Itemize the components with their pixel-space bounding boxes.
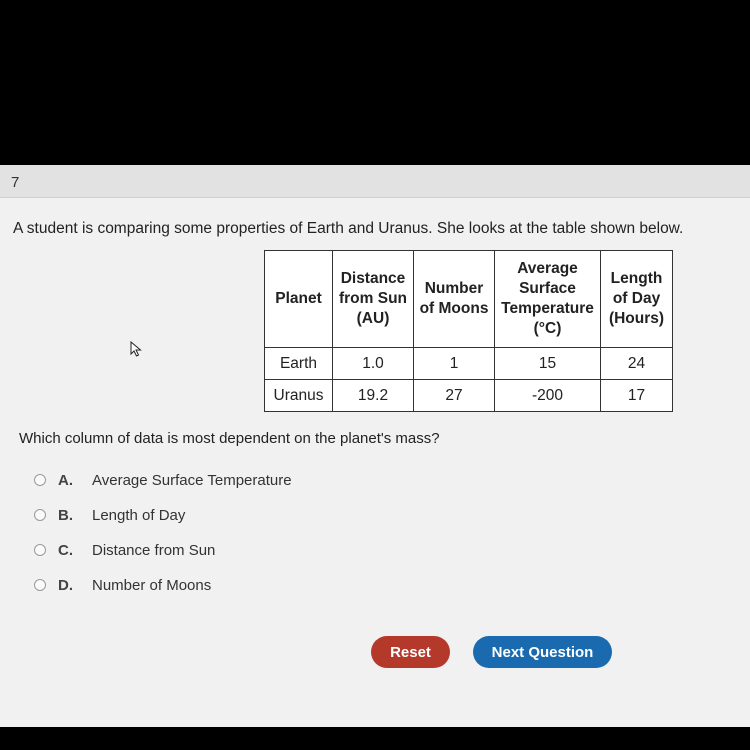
header-moons: Number of Moons bbox=[414, 251, 495, 348]
table-cell: Earth bbox=[265, 348, 333, 380]
header-distance: Distance from Sun (AU) bbox=[333, 251, 414, 348]
header-planet: Planet bbox=[265, 251, 333, 348]
radio-button-d[interactable] bbox=[34, 579, 46, 591]
table-cell: 17 bbox=[601, 380, 673, 412]
sub-question: Which column of data is most dependent on the planet's mass? bbox=[19, 430, 440, 447]
question-prompt: A student is comparing some properties of Earth and Uranus. She looks at the table shown below. bbox=[13, 220, 684, 237]
radio-button-a[interactable] bbox=[34, 474, 46, 486]
planet-data-table bbox=[264, 250, 673, 412]
table-cell: -200 bbox=[495, 380, 601, 412]
header-temperature: Average Surface Temperature (°C) bbox=[495, 251, 601, 348]
table-row bbox=[265, 348, 673, 380]
header-day-length: Length of Day (Hours) bbox=[601, 251, 673, 348]
table-cell: 1.0 bbox=[333, 348, 414, 380]
table-cell: 15 bbox=[495, 348, 601, 380]
next-question-button[interactable]: Next Question bbox=[473, 636, 612, 668]
choice-d[interactable] bbox=[34, 575, 211, 595]
choice-letter: D. bbox=[58, 576, 73, 594]
table-cell: 24 bbox=[601, 348, 673, 380]
table-cell: 19.2 bbox=[333, 380, 414, 412]
choice-letter: C. bbox=[58, 541, 73, 559]
table-cell: Uranus bbox=[265, 380, 333, 412]
question-number: 7 bbox=[11, 174, 20, 191]
radio-button-b[interactable] bbox=[34, 509, 46, 521]
choice-b[interactable] bbox=[34, 505, 185, 525]
choice-letter: B. bbox=[58, 506, 73, 524]
table-row bbox=[265, 380, 673, 412]
choice-text: Number of Moons bbox=[92, 576, 212, 594]
choice-text: Distance from Sun bbox=[92, 541, 216, 559]
table-header-row bbox=[265, 251, 673, 348]
choice-letter: A. bbox=[58, 471, 73, 489]
table-cell: 1 bbox=[414, 348, 495, 380]
choice-a[interactable] bbox=[34, 470, 292, 490]
mouse-pointer-icon bbox=[130, 341, 144, 357]
table-cell: 27 bbox=[414, 380, 495, 412]
choice-text: Average Surface Temperature bbox=[92, 471, 292, 489]
quiz-screen bbox=[0, 165, 750, 727]
question-header bbox=[0, 165, 750, 198]
radio-button-c[interactable] bbox=[34, 544, 46, 556]
choice-text: Length of Day bbox=[92, 506, 186, 524]
choice-c[interactable] bbox=[34, 540, 215, 560]
reset-button[interactable]: Reset bbox=[371, 636, 450, 668]
